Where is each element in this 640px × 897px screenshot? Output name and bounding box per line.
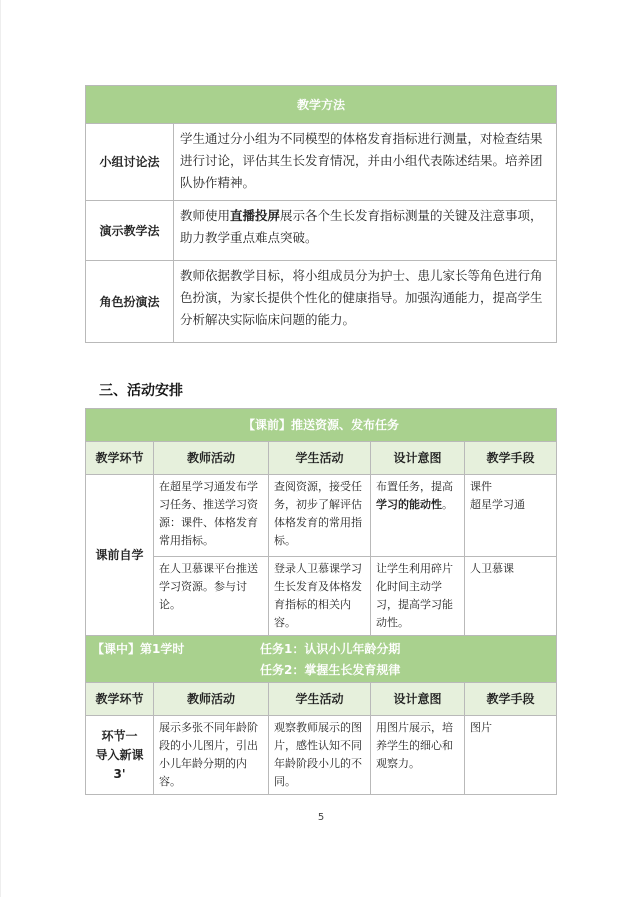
stage-line: 导入新课 bbox=[95, 747, 144, 762]
method-description: 教师依据教学目标，将小组成员分为护士、患儿家长等角色进行角色扮演，为家长提供个性化的健康指导。加强沟通能力，提高学生分析解决实际临床问题的能力。 bbox=[174, 261, 557, 343]
in-class-banner bbox=[86, 636, 557, 683]
pre-class-banner: 【课前】推送资源、发布任务 bbox=[86, 409, 557, 442]
means-item: 超星学习通 bbox=[470, 498, 525, 511]
student-activity: 观察教师展示的图片，感性认知不同年龄阶段小儿的不同。 bbox=[269, 716, 371, 795]
means-item: 课件 bbox=[470, 480, 492, 493]
pre-class-table bbox=[85, 408, 557, 795]
stage-line: 3' bbox=[113, 766, 126, 781]
method-name: 演示教学法 bbox=[86, 201, 174, 261]
method-name: 角色扮演法 bbox=[86, 261, 174, 343]
task-1: 任务1：认识小儿年龄分期 bbox=[260, 642, 401, 656]
column-header: 学生活动 bbox=[269, 442, 371, 475]
teaching-means: 人卫慕课 bbox=[465, 557, 557, 636]
student-activity: 登录人卫慕课学习生长发育及体格发育指标的相关内容。 bbox=[269, 557, 371, 636]
desc-bold-text: 直播投屏 bbox=[230, 208, 281, 223]
column-header: 教师活动 bbox=[154, 683, 269, 716]
teacher-activity: 在人卫慕课平台推送学习资源。参与讨论。 bbox=[154, 557, 269, 636]
column-header: 学生活动 bbox=[269, 683, 371, 716]
column-header: 教学手段 bbox=[465, 442, 557, 475]
intent-text: 布置任务，提高 bbox=[376, 480, 453, 493]
design-intent: 让学生利用碎片化时间主动学习，提高学习能动性。 bbox=[371, 557, 465, 636]
methods-header: 教学方法 bbox=[86, 86, 557, 124]
design-intent bbox=[371, 475, 465, 557]
section-title: 三、活动安排 bbox=[99, 383, 183, 399]
intent-bold-text: 学习的能动性 bbox=[376, 498, 442, 511]
teacher-activity: 展示多张不同年龄阶段的小儿图片，引出小儿年龄分期的内容。 bbox=[154, 716, 269, 795]
method-description: 学生通过分小组为不同模型的体格发育指标进行测量，对检查结果进行讨论，评估其生长发育情况，并由小组代表陈述结果。培养团队协作精神。 bbox=[174, 124, 557, 201]
stage-cell bbox=[86, 716, 154, 795]
column-header: 教学环节 bbox=[86, 683, 154, 716]
student-activity: 查阅资源，接受任务，初步了解评估体格发育的常用指标。 bbox=[269, 475, 371, 557]
teaching-methods-table bbox=[85, 85, 557, 343]
column-header: 教学手段 bbox=[465, 683, 557, 716]
desc-text: 教师使用 bbox=[180, 208, 231, 223]
column-header: 教师活动 bbox=[154, 442, 269, 475]
teaching-means bbox=[465, 475, 557, 557]
column-header: 设计意图 bbox=[371, 683, 465, 716]
teacher-activity: 在超星学习通发布学习任务、推送学习资源：课件、体格发育常用指标。 bbox=[154, 475, 269, 557]
in-class-label: 【课中】第1学时 bbox=[92, 642, 185, 656]
page-number: 5 bbox=[317, 812, 325, 823]
column-header: 设计意图 bbox=[371, 442, 465, 475]
column-header: 教学环节 bbox=[86, 442, 154, 475]
design-intent: 用图片展示，培养学生的细心和观察力。 bbox=[371, 716, 465, 795]
stage-line: 环节一 bbox=[101, 728, 138, 743]
method-name: 小组讨论法 bbox=[86, 124, 174, 201]
teaching-means: 图片 bbox=[465, 716, 557, 795]
intent-text: 。 bbox=[442, 498, 453, 511]
method-description bbox=[174, 201, 557, 261]
stage-cell: 课前自学 bbox=[86, 475, 154, 636]
task-2: 任务2：掌握生长发育规律 bbox=[260, 663, 401, 677]
desc-text: 展示各个生长发育指标测量的关键及注意事项，助力教学重点难点突破。 bbox=[180, 208, 543, 245]
